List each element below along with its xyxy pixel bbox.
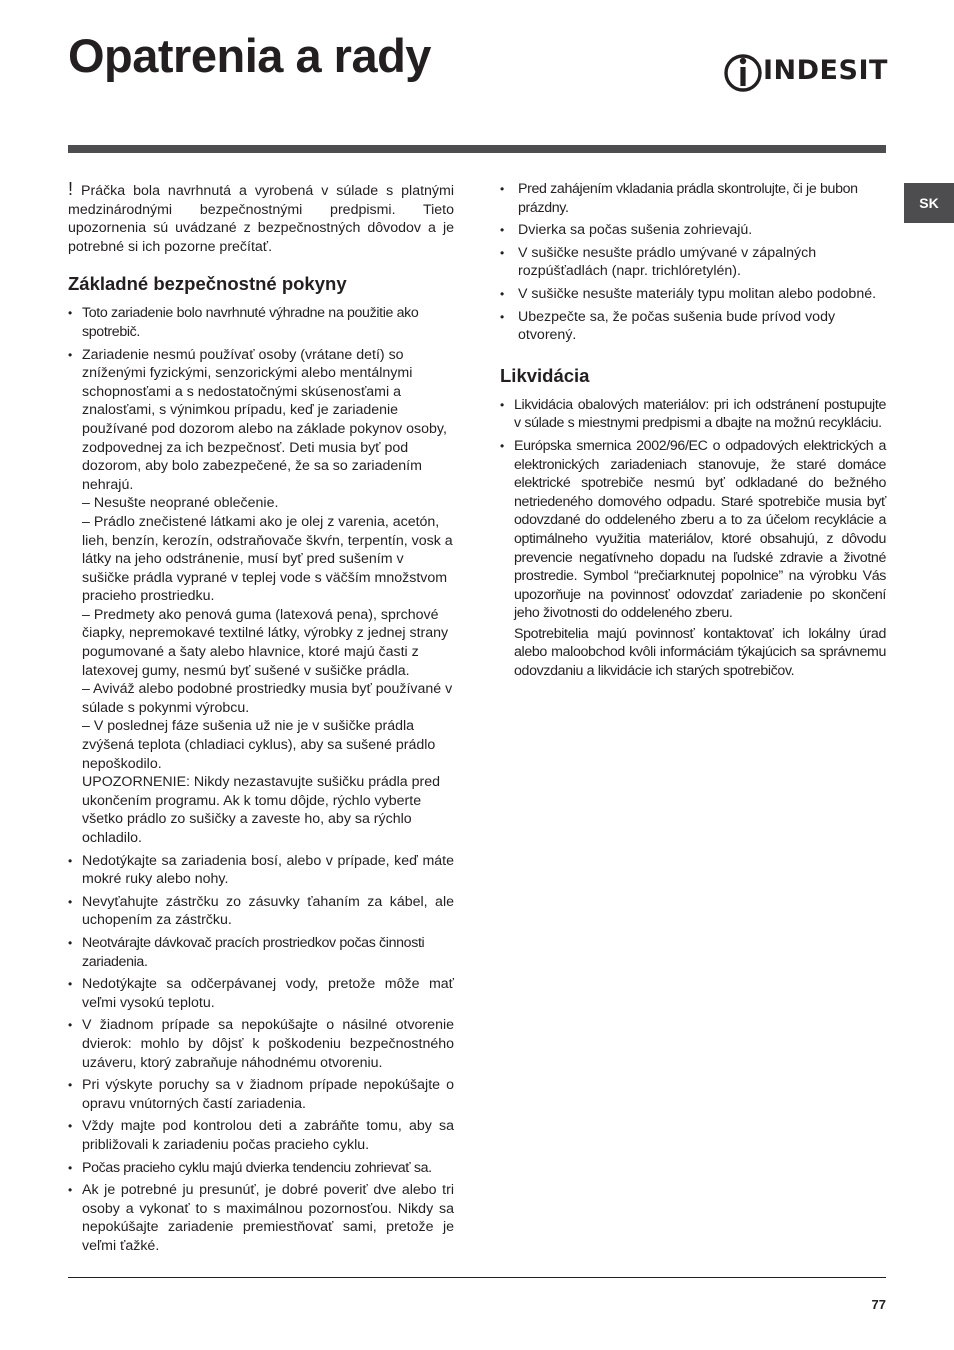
dryer-list	[500, 180, 886, 345]
list-item	[68, 975, 454, 1012]
right-column	[500, 180, 886, 685]
list-item-text: • Zariadenie nesmú používať osoby (vrátane detí) so zníženými fyzickými, senzorickými alebo mentálnymi schopnosťami a s nedostatočnými skúsenosťami a znalosťami, s výnimkou prípadu, keď je zariadenie používané pod dozorom alebo na základe pokynov osoby, zodpovednej za ich bezpečnosť. Deti musia byť pod dozorom, aby bolo zabezpečené, že sa so zariadením nehrajú.	[82, 346, 447, 493]
list-item-text: • V žiadnom prípade sa nepokúšajte o násilné otvorenie dvierok: mohlo by dôjsť k poškodeniu bezpečnostného uzáveru, ktorý zabraňuje náhodnému otvoreniu.	[82, 1017, 454, 1071]
list-item-text: • Vždy majte pod kontrolou deti a zabráňte tomu, aby sa približovali k zariadeniu počas pracieho cyklu.	[82, 1118, 454, 1153]
list-item	[500, 180, 886, 217]
page-title: Opatrenia a rady	[68, 29, 431, 82]
list-item	[68, 852, 454, 889]
list-item-text: • V sušičke nesušte prádlo umývané v zápalných rozpúšťadlách (napr. trichlóretylén).	[518, 244, 817, 280]
list-item	[68, 1181, 454, 1255]
list-item-subline: – Predmety ako penová guma (latexová pena), sprchové čiapky, nepremokavé textilné látky, výrobky z jednej strany pogumované a šaty alebo hlavnice, ktoré majú časti z latexovej gumy, nesmú byť sušené v sušičke prádla.	[82, 606, 449, 679]
list-item-text: • Nedotýkajte sa odčerpávanej vody, pretože môže mať veľmi vysokú teplotu.	[82, 976, 454, 1011]
indesit-logo	[723, 50, 888, 94]
header-rule	[68, 145, 886, 153]
disposal-heading: Likvidácia	[500, 364, 590, 386]
intro-text: Práčka bola navrhnutá a vyrobená v súlade s platnými medzinárodnými bezpečnostnými predpismi. Tieto upozornenia sú uvádzané z bezpečnostných dôvodov a je potrebné si ich pozorne prečítať.	[68, 183, 454, 255]
list-item	[500, 285, 886, 304]
list-item	[68, 893, 454, 930]
list-item	[68, 1117, 454, 1154]
list-item-text: • Počas pracieho cyklu majú dvierka tendenciu zohrievať sa.	[82, 1159, 432, 1176]
list-item-subline: UPOZORNENIE: Nikdy nezastavujte sušičku prádla pred ukončením programu. Ak k tomu dôjde, rýchlo vyberte všetko prádlo zo sušičky a zaveste ho, aby sa rýchlo ochladilo.	[82, 774, 440, 846]
left-column	[68, 180, 454, 1259]
list-item-text: • Dvierka sa počas sušenia zohrievajú.	[518, 222, 753, 239]
list-item	[500, 244, 886, 281]
list-item	[500, 221, 886, 240]
safety-heading: Základné bezpečnostné pokyny	[68, 273, 347, 295]
list-item	[500, 308, 886, 345]
list-item-text: • Nedotýkajte sa zariadenia bosí, alebo v prípade, keď máte mokré ruky alebo nohy.	[82, 852, 454, 888]
list-item-subline: Spotrebitelia majú povinnosť kontaktovať ich lokálny úrad alebo maloobchod kvôli informáciám týkajúcich sa správnemu odovzdaniu a likvidácie ich starých spotrebičov.	[514, 625, 886, 680]
list-item	[68, 1016, 454, 1072]
page-number: 77	[871, 1297, 886, 1312]
list-item-text: • Ak je potrebné ju presunúť, je dobré poveriť dve alebo tri osoby a vykonať to s maximálnou pozornosťou. Nikdy sa nepokúšajte zariadenie premiestňovať sami, pretože je veľmi ťažké.	[82, 1182, 454, 1254]
list-item-text: • Pred zahájením vkladania prádla skontrolujte, či je bubon prázdny.	[518, 181, 858, 216]
list-item	[500, 396, 886, 433]
indesit-logo-mark-icon	[723, 50, 763, 94]
list-item	[68, 304, 454, 341]
list-item-text: • V sušičke nesušte materiály typu molitan alebo podobné.	[518, 285, 877, 302]
list-item-text: • Európska smernica 2002/96/EC o odpadových elektrických a elektronických zariadeniach stanovuje, že staré domáce elektrické spotrebiče nesmú byť odkladané do bežného netriedeného domového odpadu. Staré spotrebiče musia byť odovzdané do oddeleného zberu a to za účelom recyklácie a optimálneho využitia materiálov, ktoré obsahujú, z dôvodu prevencie negatívneho dopadu na ľudské zdravie a životné prostredie. Symbol “prečiarknutej popolnice” na výrobku Vás upozorňuje na povinnosť odovzdať zariadenie po skončení jeho životnosti do oddeleného zberu.	[514, 437, 886, 622]
list-item-subline: – Nesušte neoprané oblečenie.	[82, 495, 279, 512]
list-item-subline: – Aviváž alebo podobné prostriedky musia byť používané v súlade s pokynmi výrobcu.	[82, 681, 453, 716]
footer-rule	[68, 1277, 886, 1278]
warning-mark: !	[68, 179, 74, 199]
list-item-text: • Pri výskyte poruchy sa v žiadnom prípade nepokúšajte o opravu vnútorných častí zariadenia.	[82, 1077, 454, 1112]
list-item-text: • Nevyťahujte zástrčku zo zásuvky ťahaním za kábel, ale uchopením za zástrčku.	[82, 893, 454, 929]
disposal-list	[500, 396, 886, 681]
language-tab: SK	[904, 183, 954, 223]
safety-list	[68, 304, 454, 1255]
list-item-text: • Toto zariadenie bolo navrhnuté výhradne na použitie ako spotrebič.	[82, 305, 419, 340]
list-item-subline: – Prádlo znečistené látkami ako je olej z varenia, acetón, lieh, benzín, kerozín, odstraňovače škvŕn, terpentín, vosk a látky na jeho odstránenie, musí byť pred sušením v sušičke prádla vyprané v teplej vode s väčším množstvom pracieho prostriedku.	[82, 513, 453, 605]
list-item	[68, 346, 454, 848]
list-item	[68, 1159, 454, 1178]
list-item	[500, 437, 886, 681]
list-item	[68, 934, 454, 971]
list-item	[68, 1076, 454, 1113]
list-item-text: • Likvidácia obalových materiálov: pri ich odstránení postupujte v súlade s miestnymi predpismi a dbajte na možnú recykláciu.	[514, 396, 886, 432]
list-item-subline: – V poslednej fáze sušenia už nie je v sušičke prádla zvýšená teplota (chladiaci cyklus), aby sa sušené prádlo nepoškodilo.	[82, 718, 436, 772]
brand-wordmark: INDESIT	[763, 55, 888, 86]
list-item-text: • Neotvárajte dávkovač pracích prostriedkov počas činnosti zariadenia.	[82, 934, 425, 970]
list-item-text: • Ubezpečte sa, že počas sušenia bude prívod vody otvorený.	[518, 308, 836, 344]
intro-paragraph	[68, 180, 454, 256]
